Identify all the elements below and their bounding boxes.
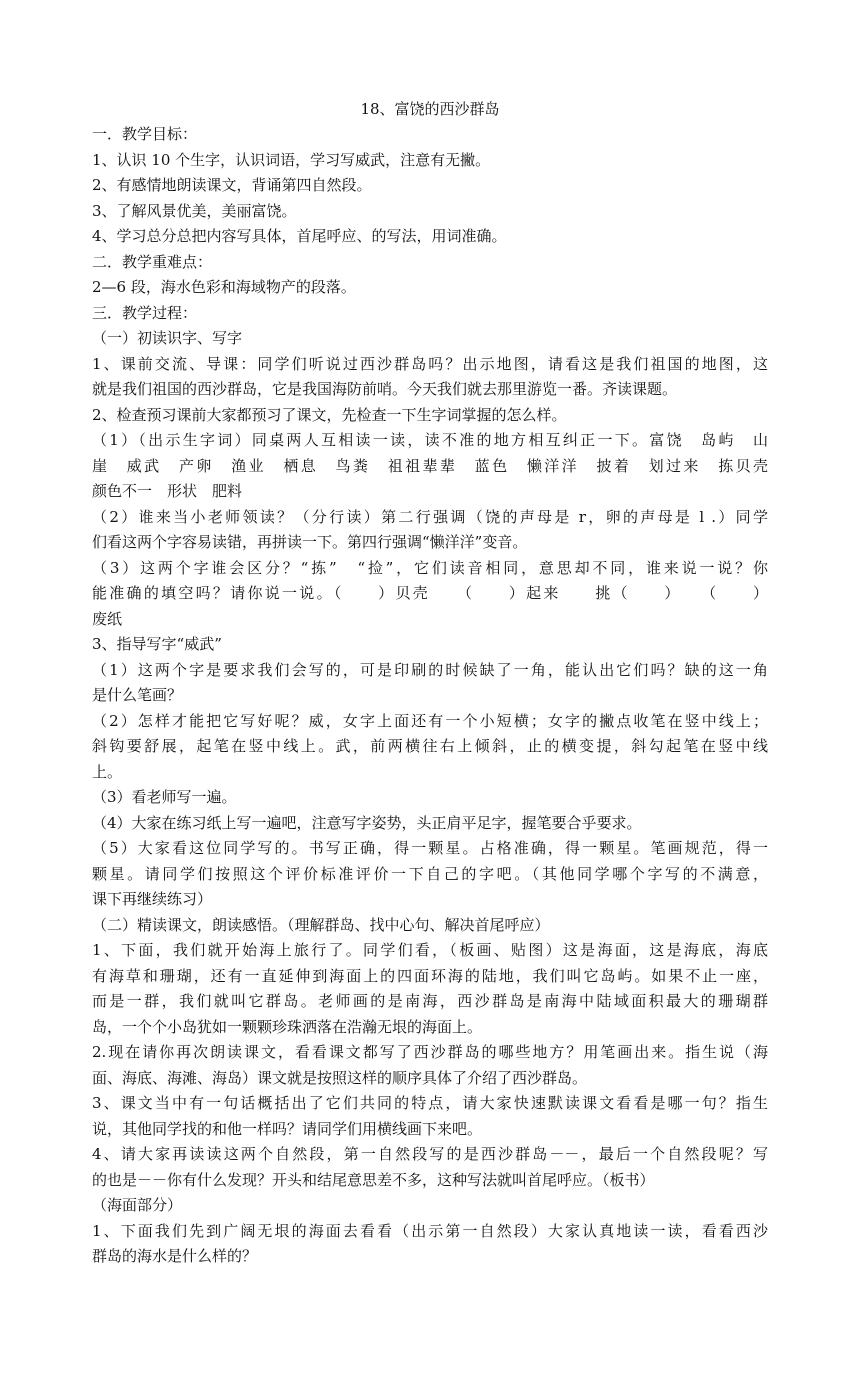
text-line: 斜钩要舒展，起笔在竖中线上。武，前两横往右上倾斜，止的横变提，斜勾起笔在竖中线 (92, 737, 768, 755)
text-line: 三．教学过程： (92, 303, 198, 322)
text-line: 一．教学目标： (92, 125, 198, 143)
text-line: 3、课文当中有一句话概括出了它们共同的特点，请大家快速默读课文看看是哪一句？指生 (92, 1094, 768, 1112)
text-line: 1、下面我们先到广阔无垠的海面去看看（出示第一自然段）大家认真地读一读，看看西沙 (92, 1221, 768, 1240)
text-line: 群岛的海水是什么样的？ (92, 1247, 258, 1265)
text-line: 1、下面，我们就开始海上旅行了。同学们看，（板画、贴图）这是海面，这是海底，海底 (92, 941, 768, 959)
text-line: （1）（出示生字词）同桌两人互相读一读，读不准的地方相互纠正一下。富饶 岛屿 山 (92, 431, 768, 449)
text-line: 二．教学重难点： (92, 252, 213, 271)
text-line: 而是一群，我们就叫它群岛。老师画的是南海，西沙群岛是南海中陆域面积最大的珊瑚群 (92, 992, 768, 1010)
text-line: 的也是－－你有什么发现？开头和结尾意思差不多，这种写法就叫首尾呼应。（板书） (92, 1170, 655, 1189)
document-body (92, 122, 768, 1270)
text-line: 颜色不一 形状 肥料 (92, 482, 243, 500)
text-line: （二）精读课文，朗读感悟。（理解群岛、找中心句、解决首尾呼应） (92, 915, 550, 934)
text-line: 1、认识 10 个生字，认识词语，学习写威武，注意有无撇。 (92, 150, 491, 169)
text-line: 崖 威武 产卵 渔业 栖息 鸟粪 祖祖辈辈 蓝色 懒洋洋 披着 划过来 拣贝壳 (92, 456, 768, 475)
text-line: （1）这两个字是要求我们会写的，可是印刷的时候缺了一角，能认出它们吗？缺的这一角 (92, 660, 768, 679)
text-line: 3、指导写字“威武” (92, 635, 222, 653)
text-line: 面、海底、海滩、海岛）课文就是按照这样的顺序具体了介绍了西沙群岛。 (92, 1068, 588, 1087)
text-line: （3）看老师写一遍。 (92, 788, 237, 806)
text-line: 说，其他同学找的和他一样吗？请同学们用横线画下来吧。 (92, 1119, 483, 1138)
text-line: 4、学习总分总把内容写具体，首尾呼应、的写法，用词准确。 (92, 227, 507, 245)
text-line: （海面部分） (92, 1196, 183, 1214)
text-line: 2.现在请你再次朗读课文，看看课文都写了西沙群岛的哪些地方？用笔画出来。指生说（海 (92, 1043, 768, 1061)
text-line: 2—6 段，海水色彩和海域物产的段落。 (92, 278, 356, 296)
text-line: （3）这两个字谁会区分？“拣” “捡”，它们读音相同，意思却不同，谁来说一说？你 (92, 558, 768, 577)
text-line: 能准确的填空吗？请你说一说。（ ）贝壳 （ ）起来 挑（ ） （ ） (92, 584, 768, 602)
text-line: 颗星。请同学们按照这个评价标准评价一下自己的字吧。（其他同学哪个字写的不满意， (92, 864, 768, 883)
text-line: 是什么笔画？ (92, 686, 183, 704)
text-line: （2）怎样才能把它写好呢？威，女字上面还有一个小短横；女字的撇点收笔在竖中线上； (92, 711, 768, 730)
text-line: 就是我们祖国的西沙群岛，它是我国海防前哨。今天我们就去那里游览一番。齐读课题。 (92, 380, 678, 398)
text-line: 4、请大家再读读这两个自然段，第一自然段写的是西沙群岛－－，最后一个自然段呢？写 (92, 1145, 768, 1163)
text-line: 2、有感情地朗读课文，背诵第四自然段。 (92, 176, 372, 194)
text-line: 废纸 (92, 609, 123, 628)
text-line: 1、课前交流、导课：同学们听说过西沙群岛吗？出示地图，请看这是我们祖国的地图，这 (92, 354, 768, 373)
document-page (92, 96, 768, 1270)
text-line: 有海草和珊瑚，还有一直延伸到海面上的四面环海的陆地，我们叫它岛屿。如果不止一座， (92, 966, 768, 985)
text-line: 们看这两个字容易读错，再拼读一下。第四行强调“懒洋洋”变音。 (92, 533, 528, 551)
document-title: 18、富饶的西沙群岛 (360, 100, 500, 118)
text-line: 2、检查预习课前大家都预习了课文，先检查一下生字词掌握的怎么样。 (92, 405, 567, 424)
text-line: （2）谁来当小老师领读？（分行读）第二行强调（饶的声母是 r，卵的声母是 l .）同学 (92, 507, 768, 526)
text-line: （5）大家看这位同学写的。书写正确，得一颗星。占格准确，得一颗星。笔画规范，得一 (92, 839, 768, 857)
text-line: 课下再继续练习） (92, 890, 213, 908)
text-line: 岛，一个个小岛犹如一颗颗珍珠洒落在浩瀚无垠的海面上。 (92, 1017, 483, 1036)
text-line: （4）大家在练习纸上写一遍吧，注意写字姿势，头正肩平足字，握笔要合乎要求。 (92, 813, 642, 832)
text-line: （一）初读识字、写字 (92, 329, 243, 347)
text-line: 上。 (92, 762, 123, 781)
text-line: 3、了解风景优美，美丽富饶。 (92, 201, 297, 220)
